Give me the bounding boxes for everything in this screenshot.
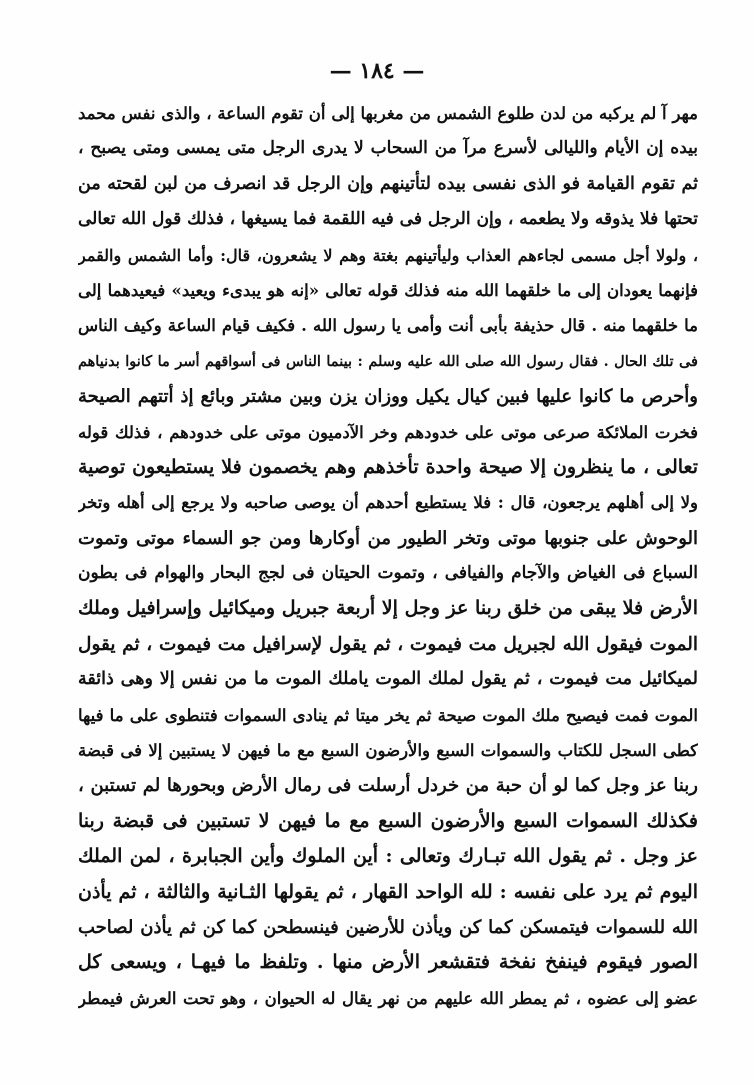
text-line: ، ولولا أجل مسمى لجاءهم العذاب وليأتينهم بغتة وهم لا يشعرون، قال: وأما الشمس والقمر: [78, 245, 698, 265]
text-line: فى تلك الحال . فقال رسول الله صلى الله عليه وسلم : بينما الناس فى أسواقهم أسر ما كانوا بدنياهم: [78, 352, 698, 370]
text-line: الله للسموات فيتمسكن كما كن ويأذن للأرضين فينسطحن كما كن ثم يأذن لصاحب: [78, 916, 698, 938]
text-line: تحتها فلا يذوقه ولا يطعمه ، وإن الرجل فى فيه اللقمة فما يسيغها ، فذلك قول الله تعالى: [78, 209, 698, 230]
text-line: عضو إلى عضوه ، ثم يمطر الله عليهم من نهر يقال له الحيوان ، وهو تحت العرش فيمطر: [78, 988, 698, 1008]
text-line: وأحرص ما كانوا عليها فبين كيال يكيل ووزان يزن وبين مشتر وبائع إذ أتتهم الصيحة: [78, 386, 698, 408]
text-line: بيده إن الأيام والليالى لأسرع مرآ من السحاب لا يدرى الرجل متى يمسى ومتى يصبح ،: [78, 138, 698, 159]
text-line: فخرت الملائكة صرعى موتى على خدودهم وخر الآدميون موتى على خدودهم ، فذلك قوله: [78, 422, 698, 442]
text-line: الصور فيقوم فينفخ نفخة فتقشعر الأرض منها . وتلفظ ما فيهـا ، ويسعى كل: [78, 951, 698, 974]
text-line: الموت فيقول الله لجبريل مت فيموت ، ثم يقول لإسرافيل مت فيموت ، ثم يقول: [78, 633, 698, 655]
text-line: كطى السجل للكتاب والسموات السبع والأرضون السبع مع ما فيهن لا يستبين إلا فى قبضة: [78, 741, 698, 761]
text-line: ما خلقهما منه . قال حذيفة بأبى أنت وأمى يا رسول الله . فكيف قيام الساعة وكيف الناس: [78, 316, 698, 336]
text-line: فإنهما يعودان إلى ما خلقهما الله منه فذلك قوله تعالى «إنه هو يبدىء ويعيد» فيعيدهما إلى: [78, 280, 698, 300]
text-line: فكذلك السموات السبع والأرضون السبع مع ما فيهن لا تستبين فى قبضة ربنا: [78, 809, 698, 832]
text-line: لميكائيل مت فيموت ، ثم يقول لملك الموت ياملك الموت ما من نفس إلا وهى ذائقة: [78, 669, 698, 690]
text-line: السباع فى الغياض والآجام والفيافى ، وتموت الحيتان فى لجج البحار والهوام فى بطون: [78, 563, 698, 584]
text-line: الأرض فلا يبقى من خلق ربنا عز وجل إلا أربعة جبريل وميكائيل وإسرافيل وملك: [78, 597, 698, 620]
text-line: ولا إلى أهلهم يرجعون، قال : فلا يستطيع أحدهم أن يوصى صاحبه ولا يرجع إلى أهله وتخر: [78, 493, 698, 513]
text-line: تعالى ، ما ينظرون إلا صيحة واحدة تأخذهم وهم يخصمون فلا يستطيعون توصية: [78, 455, 698, 478]
text-line: الموت فمت فيصيح ملك الموت صيحة ثم يخر ميتا ثم ينادى السموات فتنطوى على ما فيها: [78, 705, 698, 725]
text-line: عز وجل . ثم يقول الله تبـارك وتعالى : أين الملوك وأين الجبابرة ، لمن الملك: [78, 845, 698, 868]
text-line: الوحوش على جنوبها موتى وتخر الطيور من أوكارها ومن جو السماء موتى وتموت: [78, 527, 698, 549]
text-line: مهر آ لم يركبه من لدن طلوع الشمس من مغربها إلى أن تقوم الساعة ، والذى نفس محمد: [78, 104, 698, 123]
page-number: — ١٨٤ —: [329, 58, 425, 84]
text-line: ربنا عز وجل كما لو أن حبة من خردل أرسلت فى رمال الأرض وبحورها لم تستبن ،: [78, 775, 698, 797]
text-line: اليوم ثم يرد على نفسه : لله الواحد القهار ، ثم يقولها الثـانية والثالثة ، ثم يأذن: [78, 880, 698, 903]
page-text: [78, 96, 698, 1016]
text-line: ثم تقوم القيامة فو الذى نفسى بيده لتأتينهم وإن الرجل قد انصرف من لبن لقحته من: [78, 173, 698, 194]
